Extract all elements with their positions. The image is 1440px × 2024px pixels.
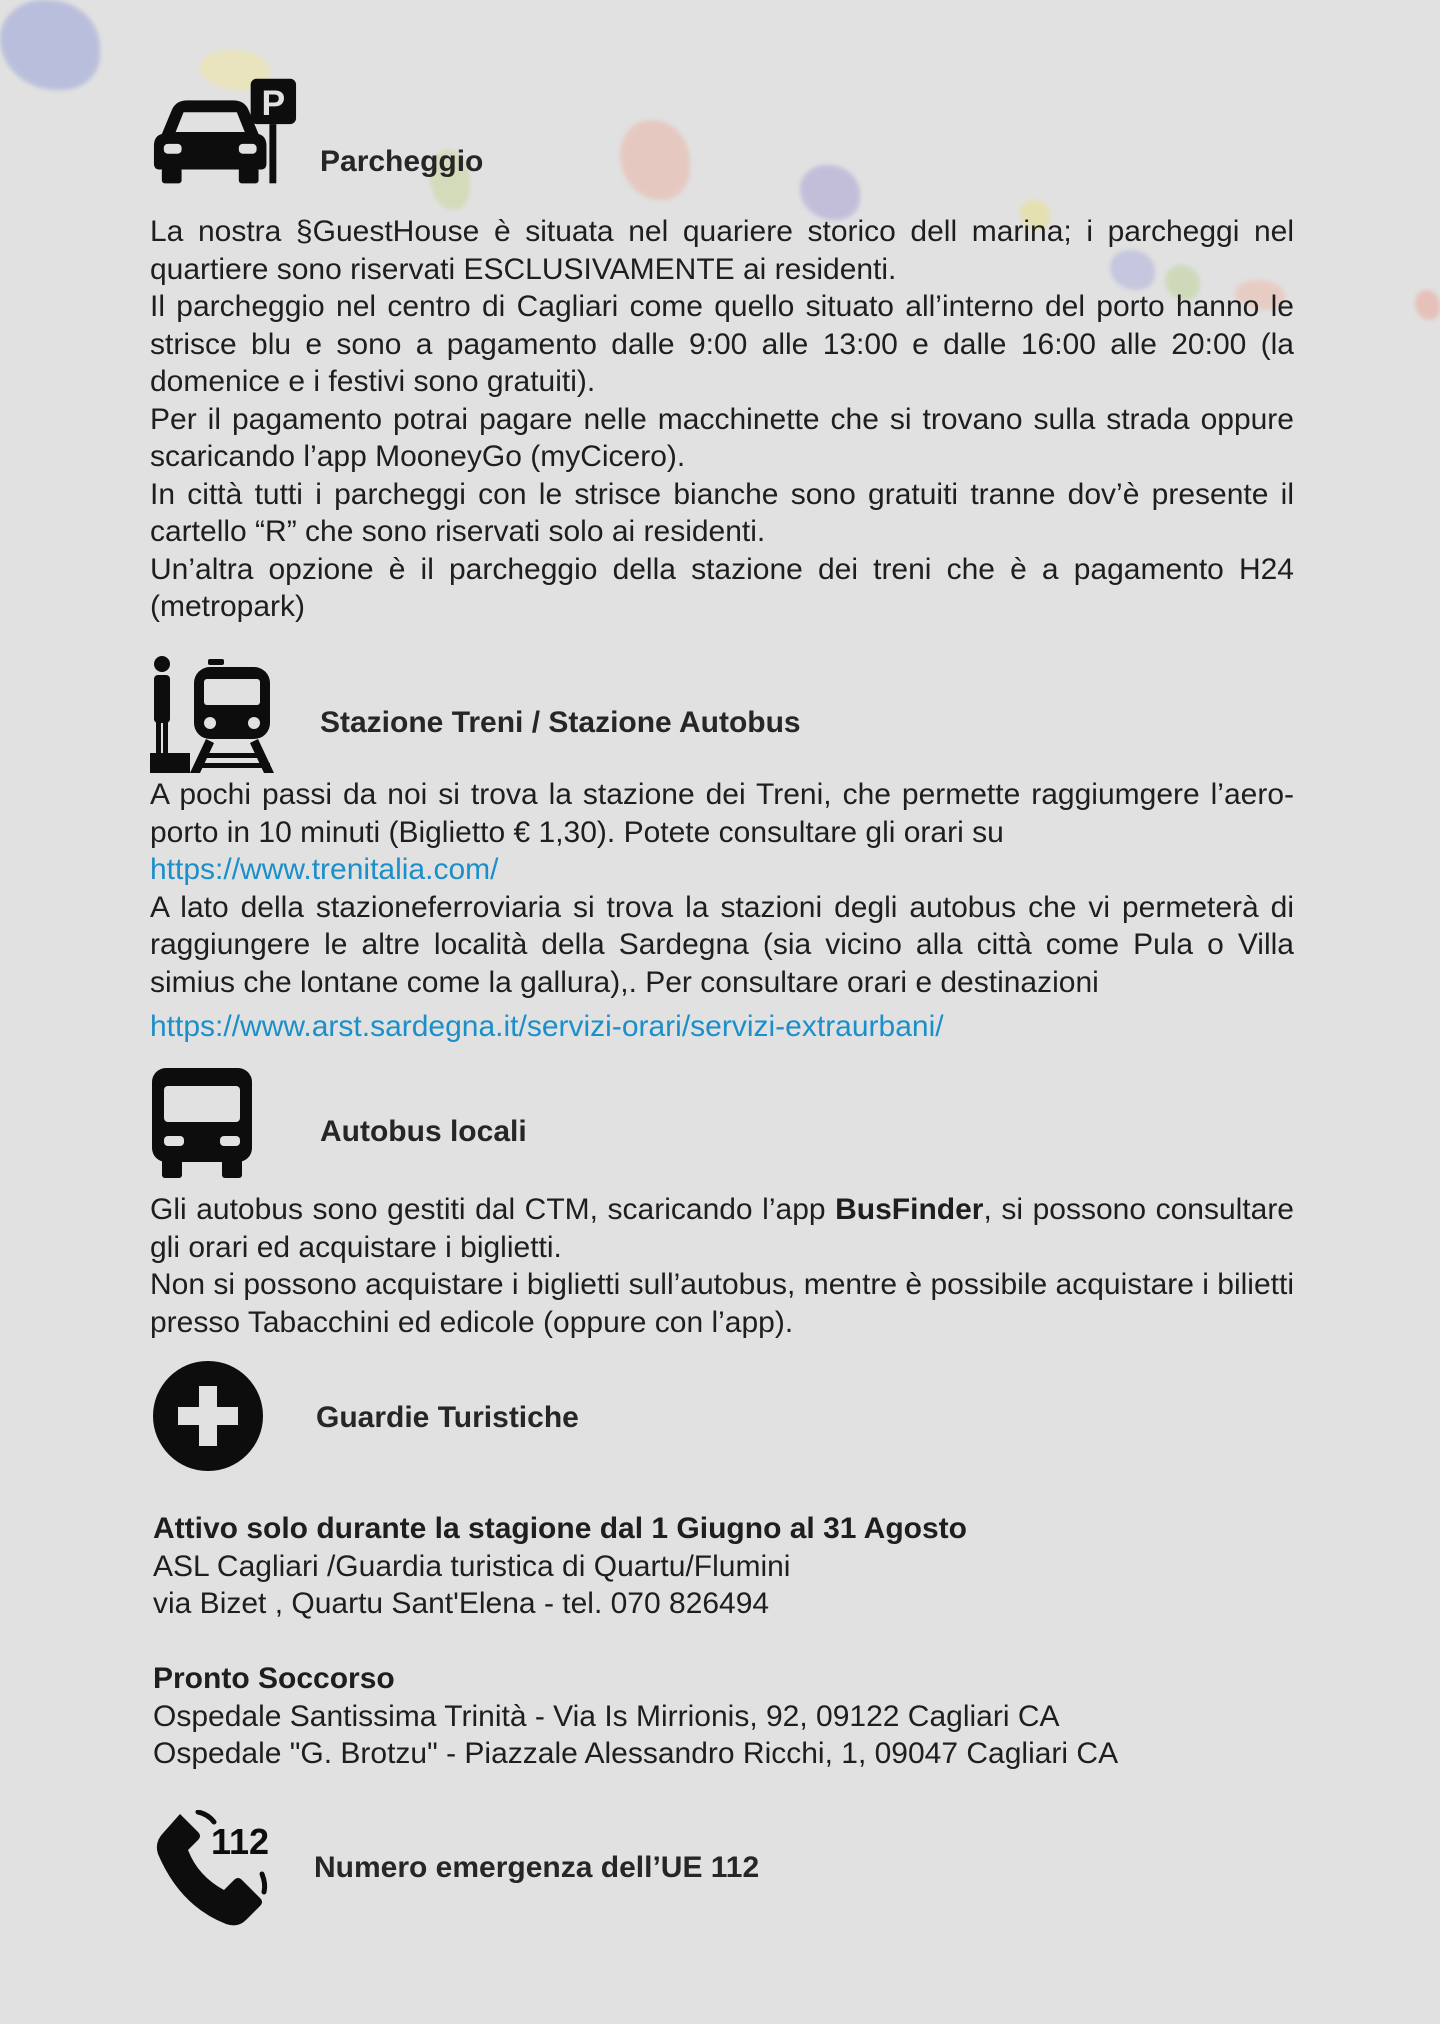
parking-paragraph: La nostra §GuestHouse è situata nel quariere storico dell marina; i parcheggi nel quartiere sono riservati ESCLUSIVAMENTE ai residenti.: [150, 215, 1294, 286]
er-title: Pronto Soccorso: [153, 1662, 395, 1695]
train-station-icon: [150, 655, 300, 773]
stations-text: [150, 776, 1294, 1046]
section-parking-header: [150, 78, 483, 186]
parking-paragraph: Per il pagamento potrai pagare nelle macchinette che si trovano sulla strada oppure scaricando l’app MooneyGo (myCicero).: [150, 402, 1294, 473]
emergency-number-text: 112: [210, 1821, 270, 1862]
guard-address-line: ASL Cagliari /Guardia turistica di Quartu/Flumini: [153, 1549, 791, 1583]
bus-paragraph: Gli autobus sono gestiti dal CTM, scaricando l’app BusFinder, si possono consultare gli orari ed acquistare i biglietti.: [150, 1193, 1294, 1264]
spacer: [153, 1623, 1118, 1661]
section-title-emergency: Numero emergenza dell’UE 112: [314, 1851, 760, 1884]
stations-paragraph: A lato della stazioneferroviaria si trova la stazioni degli autobus che vi permeterà di raggiungere le altre località della Sardegna (sia vicino alla città come Pula o Villa simius che lontane come la gallura),. Per consultare orari e destinazioni: [150, 890, 1294, 999]
section-title-stations: Stazione Treni / Stazione Autobus: [320, 706, 801, 739]
parking-paragraph: Il parcheggio nel centro di Cagliari come quello situato all’interno del porto hanno le strisce blu e sono a pagamento dalle 9:00 alle 13:00 e dalle 16:00 alle 20:00 (la domenice e i festivi sono gratuiti).: [150, 290, 1294, 398]
guard-address-line: via Bizet , Quartu Sant'Elena - tel. 070 826494: [153, 1587, 770, 1620]
er-hospital-line: Ospedale "G. Brotzu" - Piazzale Alessandro Ricchi, 1, 09047 Cagliari CA: [153, 1737, 1119, 1770]
section-guard-header: [150, 1358, 579, 1474]
section-title-parking: Parcheggio: [320, 145, 484, 178]
decorative-splash: [800, 165, 860, 220]
stations-paragraph: A pochi passi da noi si trova la stazione dei Treni, che permette raggiumgere l’aero-porto in 10 minuti (Biglietto € 1,30). Potete consultare gli orari su: [150, 778, 1294, 849]
bus-paragraph: Non si possono acquistare i biglietti sull’autobus, mentre è possibile acquistare i bilietti presso Tabacchini ed edicole (oppure con l’app).: [150, 1268, 1294, 1339]
er-hospital-line: Ospedale Santissima Trinità - Via Is Mirrionis, 92, 09122 Cagliari CA: [153, 1699, 1060, 1733]
section-stations-header: [150, 655, 801, 773]
parking-paragraph: Un’altra opzione è il parcheggio della stazione dei treni che è a pagamento H24 (metropark): [150, 552, 1294, 623]
decorative-splash: [1415, 290, 1440, 320]
decorative-splash: [620, 120, 690, 200]
parking-paragraph: In città tutti i parcheggi con le strisce bianche sono gratuiti tranne dov’è presente il cartello “R” che sono riservati solo ai residenti.: [150, 477, 1294, 548]
section-title-bus: Autobus locali: [320, 1115, 527, 1148]
medical-cross-icon: [150, 1358, 300, 1474]
arst-link[interactable]: https://www.arst.sardegna.it/servizi-orari/servizi-extraurbani/: [150, 1010, 944, 1043]
svg-text:P: P: [261, 83, 286, 124]
parking-text: [150, 213, 1294, 626]
guard-info: [153, 1510, 1118, 1773]
section-emergency-header: [150, 1810, 759, 1936]
bus-text: [150, 1191, 1294, 1341]
car-parking-icon: [150, 78, 300, 186]
section-title-guard: Guardie Turistiche: [316, 1401, 579, 1434]
bus-icon: [150, 1068, 300, 1178]
emergency-phone-icon: [150, 1810, 300, 1936]
season-note: Attivo solo durante la stagione dal 1 Giugno al 31 Agosto: [153, 1512, 967, 1545]
decorative-splash: [0, 0, 100, 90]
trenitalia-link[interactable]: https://www.trenitalia.com/: [150, 853, 499, 886]
busfinder-app-name: BusFinder: [835, 1193, 984, 1226]
section-bus-header: [150, 1068, 527, 1178]
